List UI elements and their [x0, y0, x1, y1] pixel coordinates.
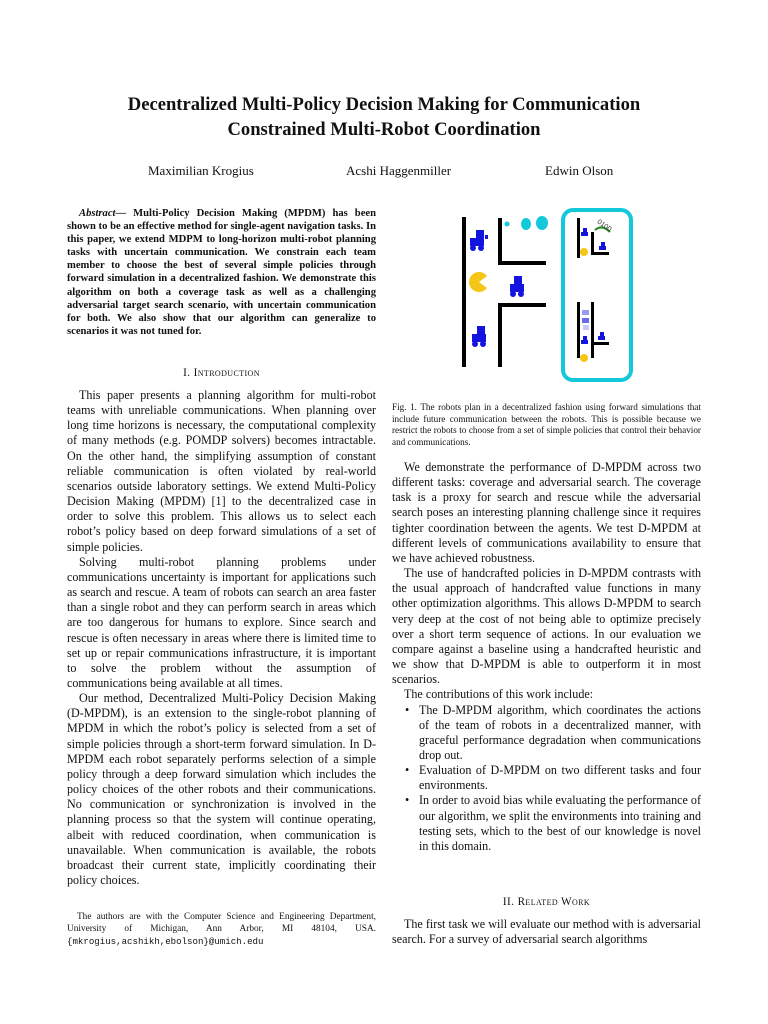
figure-1	[452, 202, 642, 392]
section-heading-introduction	[67, 367, 376, 379]
robot-icon	[599, 242, 606, 250]
wall	[591, 342, 609, 345]
section-number: II.	[502, 896, 515, 908]
figure-caption: Fig. 1. The robots plan in a decentralized fashion using forward simulations that include future communication between the robots. This is possible because we restrict the robots to choose from a set of simple policies that control their behavior and communications.	[392, 402, 701, 447]
figure-label: 0100	[595, 218, 613, 234]
author-2: Acshi Haggenmiller	[346, 163, 452, 178]
wall	[591, 252, 609, 255]
abstract-label: Abstract	[79, 208, 116, 219]
wall	[498, 218, 502, 263]
list-item: • Evaluation of D-MPDM on two different tasks and four environments.	[392, 763, 701, 793]
comm-dot-icon	[536, 216, 548, 230]
footnote-emails: {mkrogius,acshikh,ebolson}@umich.edu	[67, 935, 264, 947]
wall	[498, 303, 546, 307]
list-item: • The D-MPDM algorithm, which coordinates the actions of the team of robots in a decentralized manner, with graceful performance degradation when communications drop out.	[392, 703, 701, 764]
intro-paragraph-2: Solving multi-robot planning problems under communications uncertainty is important for applications such as search and rescue. A team of robots can search an area faster than a single robot and they can perform search in areas which are too dangerous for humans to explore. Since search and rescue is often necessary in areas where there is limited time to set up or repair communications infrastructure, it is important to solve the problem without the assumption of communications being available at all times.	[67, 554, 376, 690]
pacman-target-icon	[580, 248, 588, 256]
section-title: Introduction	[193, 367, 260, 379]
related-paragraph-1: The first task we will evaluate our method with is adversarial search. For a survey of adversarial search algorithms	[392, 917, 701, 947]
title-line-1: Decentralized Multi-Policy Decision Making for Communication	[127, 94, 641, 115]
communication-group-frame	[563, 210, 631, 380]
right-paragraph-3: The contributions of this work include:	[404, 687, 594, 702]
robot-icon	[470, 230, 488, 251]
right-paragraph-1: We demonstrate the performance of D-MPDM across two different tasks: coverage and adversarial search. The coverage task is a proxy for search and rescue while the adversarial search poses an interesting planning challenge since it requires tighter coordination between the agents. We test D-MPDM at different levels of communications availability to ensure that we have achieved robustness.	[392, 460, 701, 565]
wall	[498, 261, 546, 265]
wall	[577, 302, 580, 358]
robot-icon	[598, 332, 605, 340]
intro-paragraph-3: Our method, Decentralized Multi-Policy Decision Making (D-MPDM), is an extension to the single-robot planning of MPDM in which the robot’s policy is selected from a set of simple policies through a short-term forward simulation. In D-MPDM each robot separately performs selection of a simple policy through a deep forward simulation which includes the policy choices of the other robots and their communications. No communication or synchronization is involved in the planning process so that the system will continue operating, albeit with reduced coordination, when communication is unavailable. When communication is available, the robots broadcast their current state, implicitly coordinating their policy choices.	[67, 691, 376, 887]
robot-ghost-trail-icon	[582, 310, 589, 330]
comm-dot-icon	[505, 222, 510, 227]
wall	[462, 217, 466, 367]
footnote	[67, 911, 376, 948]
intro-paragraph-1: This paper presents a planning algorithm for multi-robot teams with unreliable communications. When planning over long time horizons is necessary, the computational complexity of many methods (e.g. POMDP solvers) becomes intractable. On the other hand, the simplifying assumption of constant reliable communication is often violated by real-world scenarios outside laboratory settings. We extend Multi-Policy Decision Making (MPDM) [1] to the decentralized case in order to solve this problem. This allows us to select each robot’s policy based on deep forward simulations of a set of simple policies.	[67, 388, 376, 554]
footnote-text: The authors are with the Computer Science and Engineering Department, University of Michigan, Ann Arbor, MI 48104, USA.	[67, 912, 376, 935]
paper-title	[60, 92, 708, 142]
robot-icon	[472, 326, 486, 347]
section-title: Related Work	[517, 896, 591, 908]
robot-icon	[510, 276, 524, 297]
robot-icon	[581, 336, 588, 344]
title-line-2: Constrained Multi-Robot Coordination	[227, 119, 541, 140]
robot-icon	[581, 228, 588, 236]
list-item: • In order to avoid bias while evaluating the performance of our algorithm, we split the environments into training and testing sets, which to the best of our knowledge is novel in this domain.	[392, 793, 701, 854]
right-paragraph-2: The use of handcrafted policies in D-MPDM contrasts with the usual approach of handcrafted value functions in many other optimization algorithms. This allows D-MPDM to search very deep at the cost of not being able to optimize precisely over a short term sequence of actions. In our evaluation we compare against a baseline using a handcrafted heuristic and we show that D-MPDM is able to outperform it in most scenarios.	[392, 566, 701, 687]
abstract	[67, 207, 376, 338]
wall	[498, 305, 502, 367]
section-number: I.	[183, 367, 191, 379]
author-3: Edwin Olson	[545, 163, 614, 178]
pacman-target-icon	[469, 272, 487, 292]
abstract-text: — Multi-Policy Decision Making (MPDM) has been shown to be an effective method for single-agent navigation tasks. In this paper, we extend MDPM to long-horizon multi-robot planning tasks with uncertain communication. We constrain each team member to choose the best of several simple policies through forward simulation in a decentralized fashion. We demonstrate this algorithm on both a coverage task as well as a challenging adversarial target search scenario, with uncertain communication for both. We also show that our algorithm can generalize to scenarios it was not tuned for.	[67, 208, 376, 337]
pacman-target-icon	[580, 354, 588, 362]
wall	[591, 232, 594, 254]
introduction-body	[67, 388, 376, 888]
related-work-body	[392, 917, 701, 947]
wall	[577, 218, 580, 258]
wall	[591, 302, 594, 358]
contributions-list	[392, 703, 701, 855]
section-heading-related-work	[392, 896, 701, 908]
author-1: Maximilian Krogius	[148, 163, 254, 178]
right-column-body	[392, 460, 701, 854]
comm-dot-icon	[521, 218, 531, 230]
